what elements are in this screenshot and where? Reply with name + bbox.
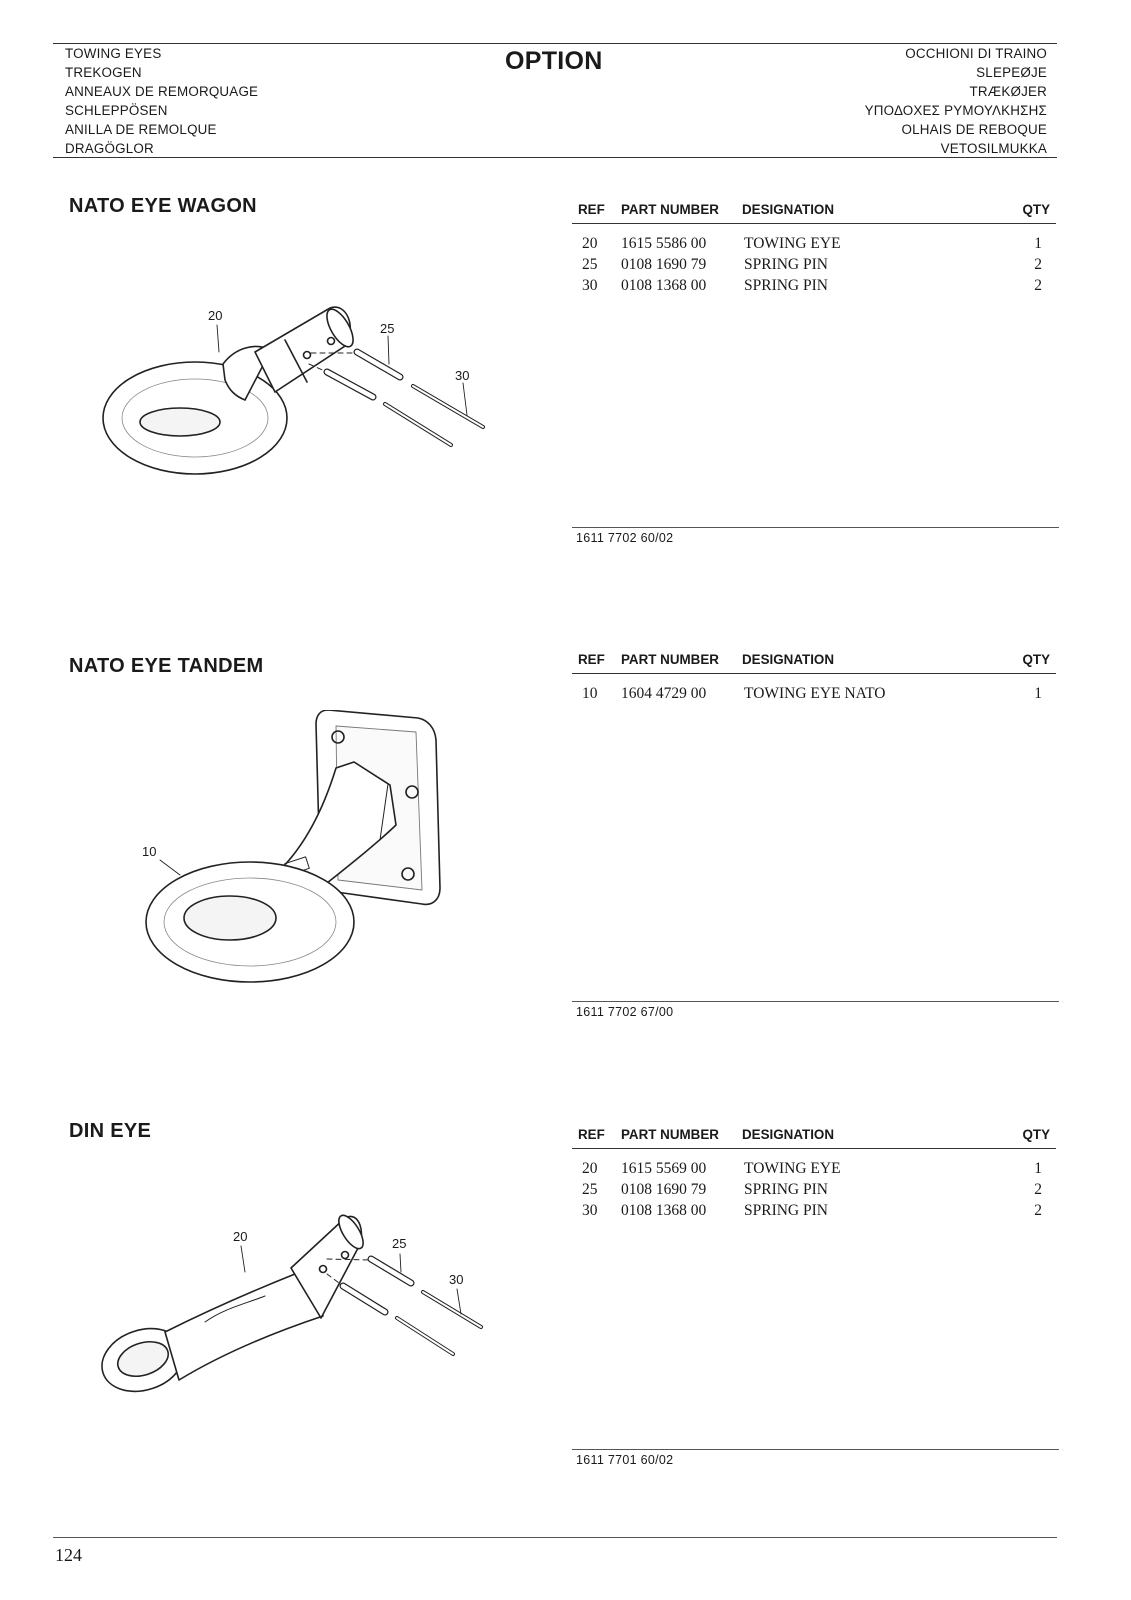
- col-header-part-number: PART NUMBER: [621, 652, 719, 667]
- header-right-titles: [865, 44, 1047, 159]
- header-title-en: TOWING EYES: [65, 46, 162, 61]
- header-bottom-rule: [53, 157, 1057, 158]
- cell-ref: 25: [582, 256, 598, 273]
- col-header-ref: REF: [578, 202, 605, 217]
- cell-part-number: 0108 1690 79: [621, 256, 707, 273]
- col-header-ref: REF: [578, 652, 605, 667]
- callout-20: 20: [208, 308, 223, 323]
- col-header-part-number: PART NUMBER: [621, 1127, 719, 1142]
- section-title-nato-eye-wagon: NATO EYE WAGON: [69, 195, 257, 217]
- callout-25: 25: [380, 321, 395, 336]
- cell-qty: 1: [1034, 235, 1042, 252]
- cell-ref: 10: [582, 685, 598, 702]
- cell-part-number: 1615 5569 00: [621, 1160, 707, 1177]
- header-title-no: SLEPEØJE: [976, 65, 1047, 81]
- footer-rule: [53, 1537, 1057, 1538]
- header-title-nl: TREKOGEN: [65, 65, 142, 81]
- callout-30: 30: [455, 368, 470, 383]
- parts-table-header: [572, 1123, 1056, 1149]
- cell-designation: SPRING PIN: [744, 256, 828, 273]
- table-row: [572, 1181, 1056, 1202]
- cell-qty: 2: [1034, 1181, 1042, 1198]
- page-number: 124: [55, 1545, 82, 1565]
- callout-25: 25: [392, 1236, 407, 1251]
- page-title: OPTION: [505, 47, 603, 75]
- header-title-es: ANILLA DE REMOLQUE: [65, 122, 217, 138]
- col-header-qty: QTY: [1022, 1127, 1050, 1142]
- cell-qty: 2: [1034, 277, 1042, 294]
- cell-part-number: 1615 5586 00: [621, 235, 707, 252]
- header-title-fi: VETOSILMUKKA: [940, 141, 1047, 157]
- nato-eye-wagon-illustration: [95, 300, 505, 490]
- eye-hole: [140, 408, 220, 436]
- table-row: [572, 256, 1056, 277]
- cell-ref: 20: [582, 1160, 598, 1177]
- drawing-code: 1611 7702 67/00: [576, 1005, 674, 1019]
- table-row: [572, 1202, 1056, 1223]
- cell-part-number: 0108 1690 79: [621, 1181, 707, 1198]
- header-title-pt: OLHAIS DE REBOQUE: [901, 122, 1047, 138]
- parts-table-header: [572, 198, 1056, 224]
- section-title-nato-eye-tandem: NATO EYE TANDEM: [69, 655, 264, 677]
- drawing-code: 1611 7702 60/02: [576, 531, 674, 545]
- cell-qty: 2: [1034, 1202, 1042, 1219]
- cell-designation: TOWING EYE: [744, 1160, 841, 1177]
- callout-30: 30: [449, 1272, 464, 1287]
- eye-arm: [165, 1274, 323, 1380]
- cell-ref: 25: [582, 1181, 598, 1198]
- callout-20: 20: [233, 1229, 248, 1244]
- din-eye-illustration: [95, 1212, 505, 1402]
- callout-10: 10: [142, 844, 157, 859]
- eye-hole: [184, 896, 276, 940]
- header-title-fr: ANNEAUX DE REMORQUAGE: [65, 84, 259, 100]
- header-title-sv: DRAGÖGLOR: [65, 141, 154, 157]
- cell-ref: 30: [582, 277, 598, 294]
- cell-designation: SPRING PIN: [744, 1181, 828, 1198]
- cell-designation: TOWING EYE: [744, 235, 841, 252]
- header-title-el: ΥΠΟΔΟΧΕΣ ΡΥΜΟΥΛΚΗΣΗΣ: [864, 103, 1047, 119]
- drawing-code-rule: [572, 1001, 1059, 1002]
- col-header-ref: REF: [578, 1127, 605, 1142]
- drawing-code: 1611 7701 60/02: [576, 1453, 674, 1467]
- header-title-it: OCCHIONI DI TRAINO: [905, 46, 1047, 61]
- cell-part-number: 0108 1368 00: [621, 1202, 707, 1219]
- nato-eye-tandem-illustration: [140, 710, 460, 1000]
- col-header-qty: QTY: [1022, 652, 1050, 667]
- cell-designation: SPRING PIN: [744, 1202, 828, 1219]
- cell-ref: 20: [582, 235, 598, 252]
- cell-qty: 2: [1034, 256, 1042, 273]
- col-header-qty: QTY: [1022, 202, 1050, 217]
- cell-part-number: 0108 1368 00: [621, 277, 707, 294]
- table-row: [572, 277, 1056, 298]
- table-row: [572, 685, 1056, 706]
- table-row: [572, 235, 1056, 256]
- cell-designation: SPRING PIN: [744, 277, 828, 294]
- cell-designation: TOWING EYE NATO: [744, 685, 886, 702]
- parts-table-header: [572, 648, 1056, 674]
- cell-ref: 30: [582, 1202, 598, 1219]
- cell-part-number: 1604 4729 00: [621, 685, 707, 702]
- drawing-code-rule: [572, 1449, 1059, 1450]
- table-row: [572, 1160, 1056, 1181]
- header-title-de: SCHLEPPÖSEN: [65, 103, 168, 119]
- header-title-da: TRÆKØJER: [969, 84, 1047, 100]
- col-header-designation: DESIGNATION: [742, 1127, 835, 1142]
- section-title-din-eye: DIN EYE: [69, 1120, 152, 1142]
- col-header-part-number: PART NUMBER: [621, 202, 719, 217]
- header-left-titles: [65, 44, 258, 159]
- col-header-designation: DESIGNATION: [742, 202, 835, 217]
- drawing-code-rule: [572, 527, 1059, 528]
- col-header-designation: DESIGNATION: [742, 652, 835, 667]
- cell-qty: 1: [1034, 1160, 1042, 1177]
- cell-qty: 1: [1034, 685, 1042, 702]
